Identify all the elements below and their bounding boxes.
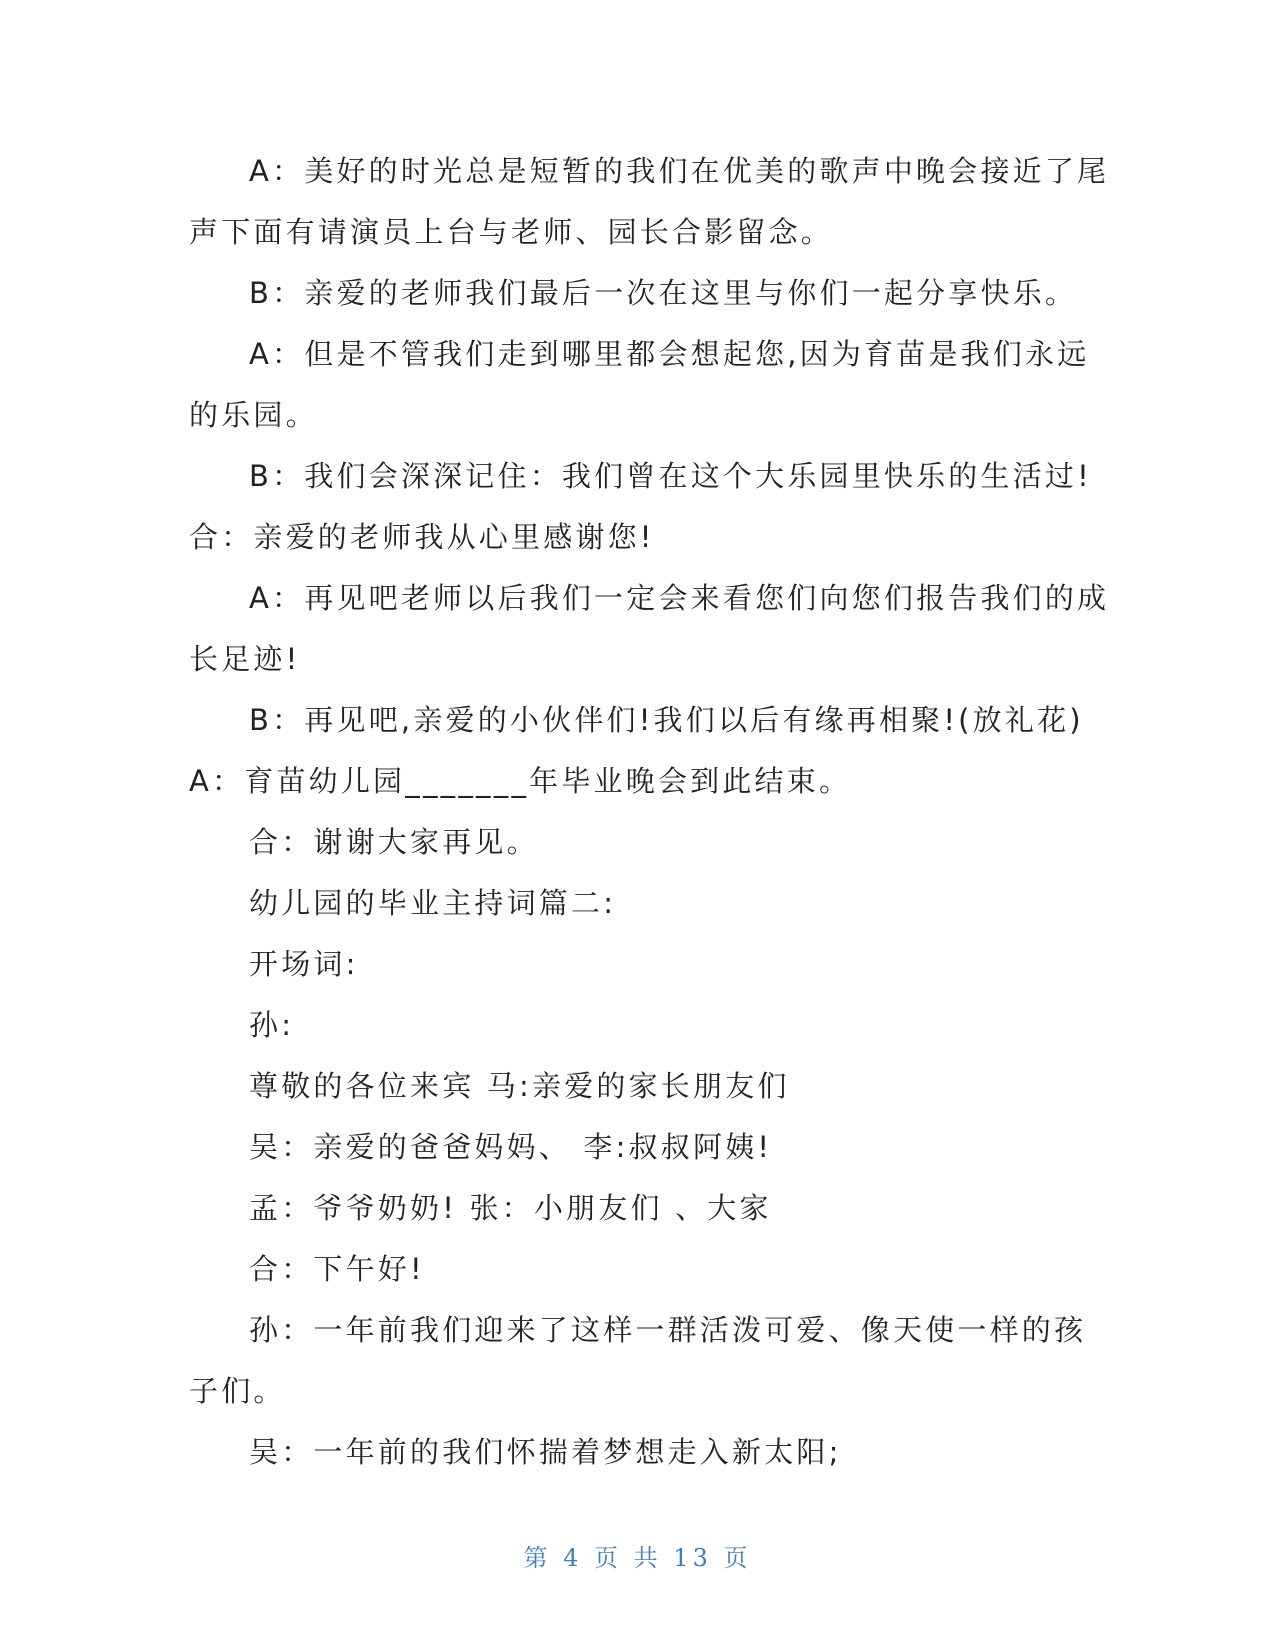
text-line: 声下面有请演员上台与老师、园长合影留念。	[189, 215, 834, 249]
text-line: 合：下午好!	[249, 1252, 425, 1286]
text-line: 合：谢谢大家再见。	[249, 825, 539, 859]
text-line: 尊敬的各位来宾 马:亲爱的家长朋友们	[249, 1069, 790, 1103]
text-line: 长足迹!	[189, 642, 301, 676]
text-line: A：再见吧老师以后我们一定会来看您们向您们报告我们的成	[249, 581, 1110, 615]
page-footer: 第 4 页 共 13 页	[523, 1544, 752, 1572]
text-line: 的乐园。	[189, 398, 318, 432]
text-line: B：亲爱的老师我们最后一次在这里与你们一起分享快乐。	[249, 276, 1078, 310]
text-line: 子们。	[189, 1374, 286, 1408]
text-line: B：再见吧,亲爱的小伙伴们!我们以后有缘再相聚!(放礼花)	[249, 703, 1084, 737]
document-body	[189, 141, 1110, 1483]
text-line: 孟：爷爷奶奶! 张：小朋友们 、大家	[249, 1191, 772, 1225]
text-line: 吴：一年前的我们怀揣着梦想走入新太阳;	[249, 1435, 842, 1469]
text-line: 幼儿园的毕业主持词篇二:	[249, 886, 617, 920]
text-line: A：但是不管我们走到哪里都会想起您,因为育苗是我们永远	[249, 337, 1090, 371]
text-line: 合：亲爱的老师我从心里感谢您!	[189, 520, 655, 554]
text-line: 吴：亲爱的爸爸妈妈、 李:叔叔阿姨!	[249, 1130, 773, 1164]
text-line: 孙：一年前我们迎来了这样一群活泼可爱、像天使一样的孩	[249, 1313, 1087, 1347]
text-line: B：我们会深深记住：我们曾在这个大乐园里快乐的生活过!	[249, 459, 1092, 493]
text-line: 开场词:	[249, 947, 359, 981]
text-line: A：育苗幼儿园_______年毕业晚会到此结束。	[189, 764, 852, 798]
text-line: 孙:	[249, 1008, 295, 1042]
text-line: A：美好的时光总是短暂的我们在优美的歌声中晚会接近了尾	[249, 154, 1110, 188]
